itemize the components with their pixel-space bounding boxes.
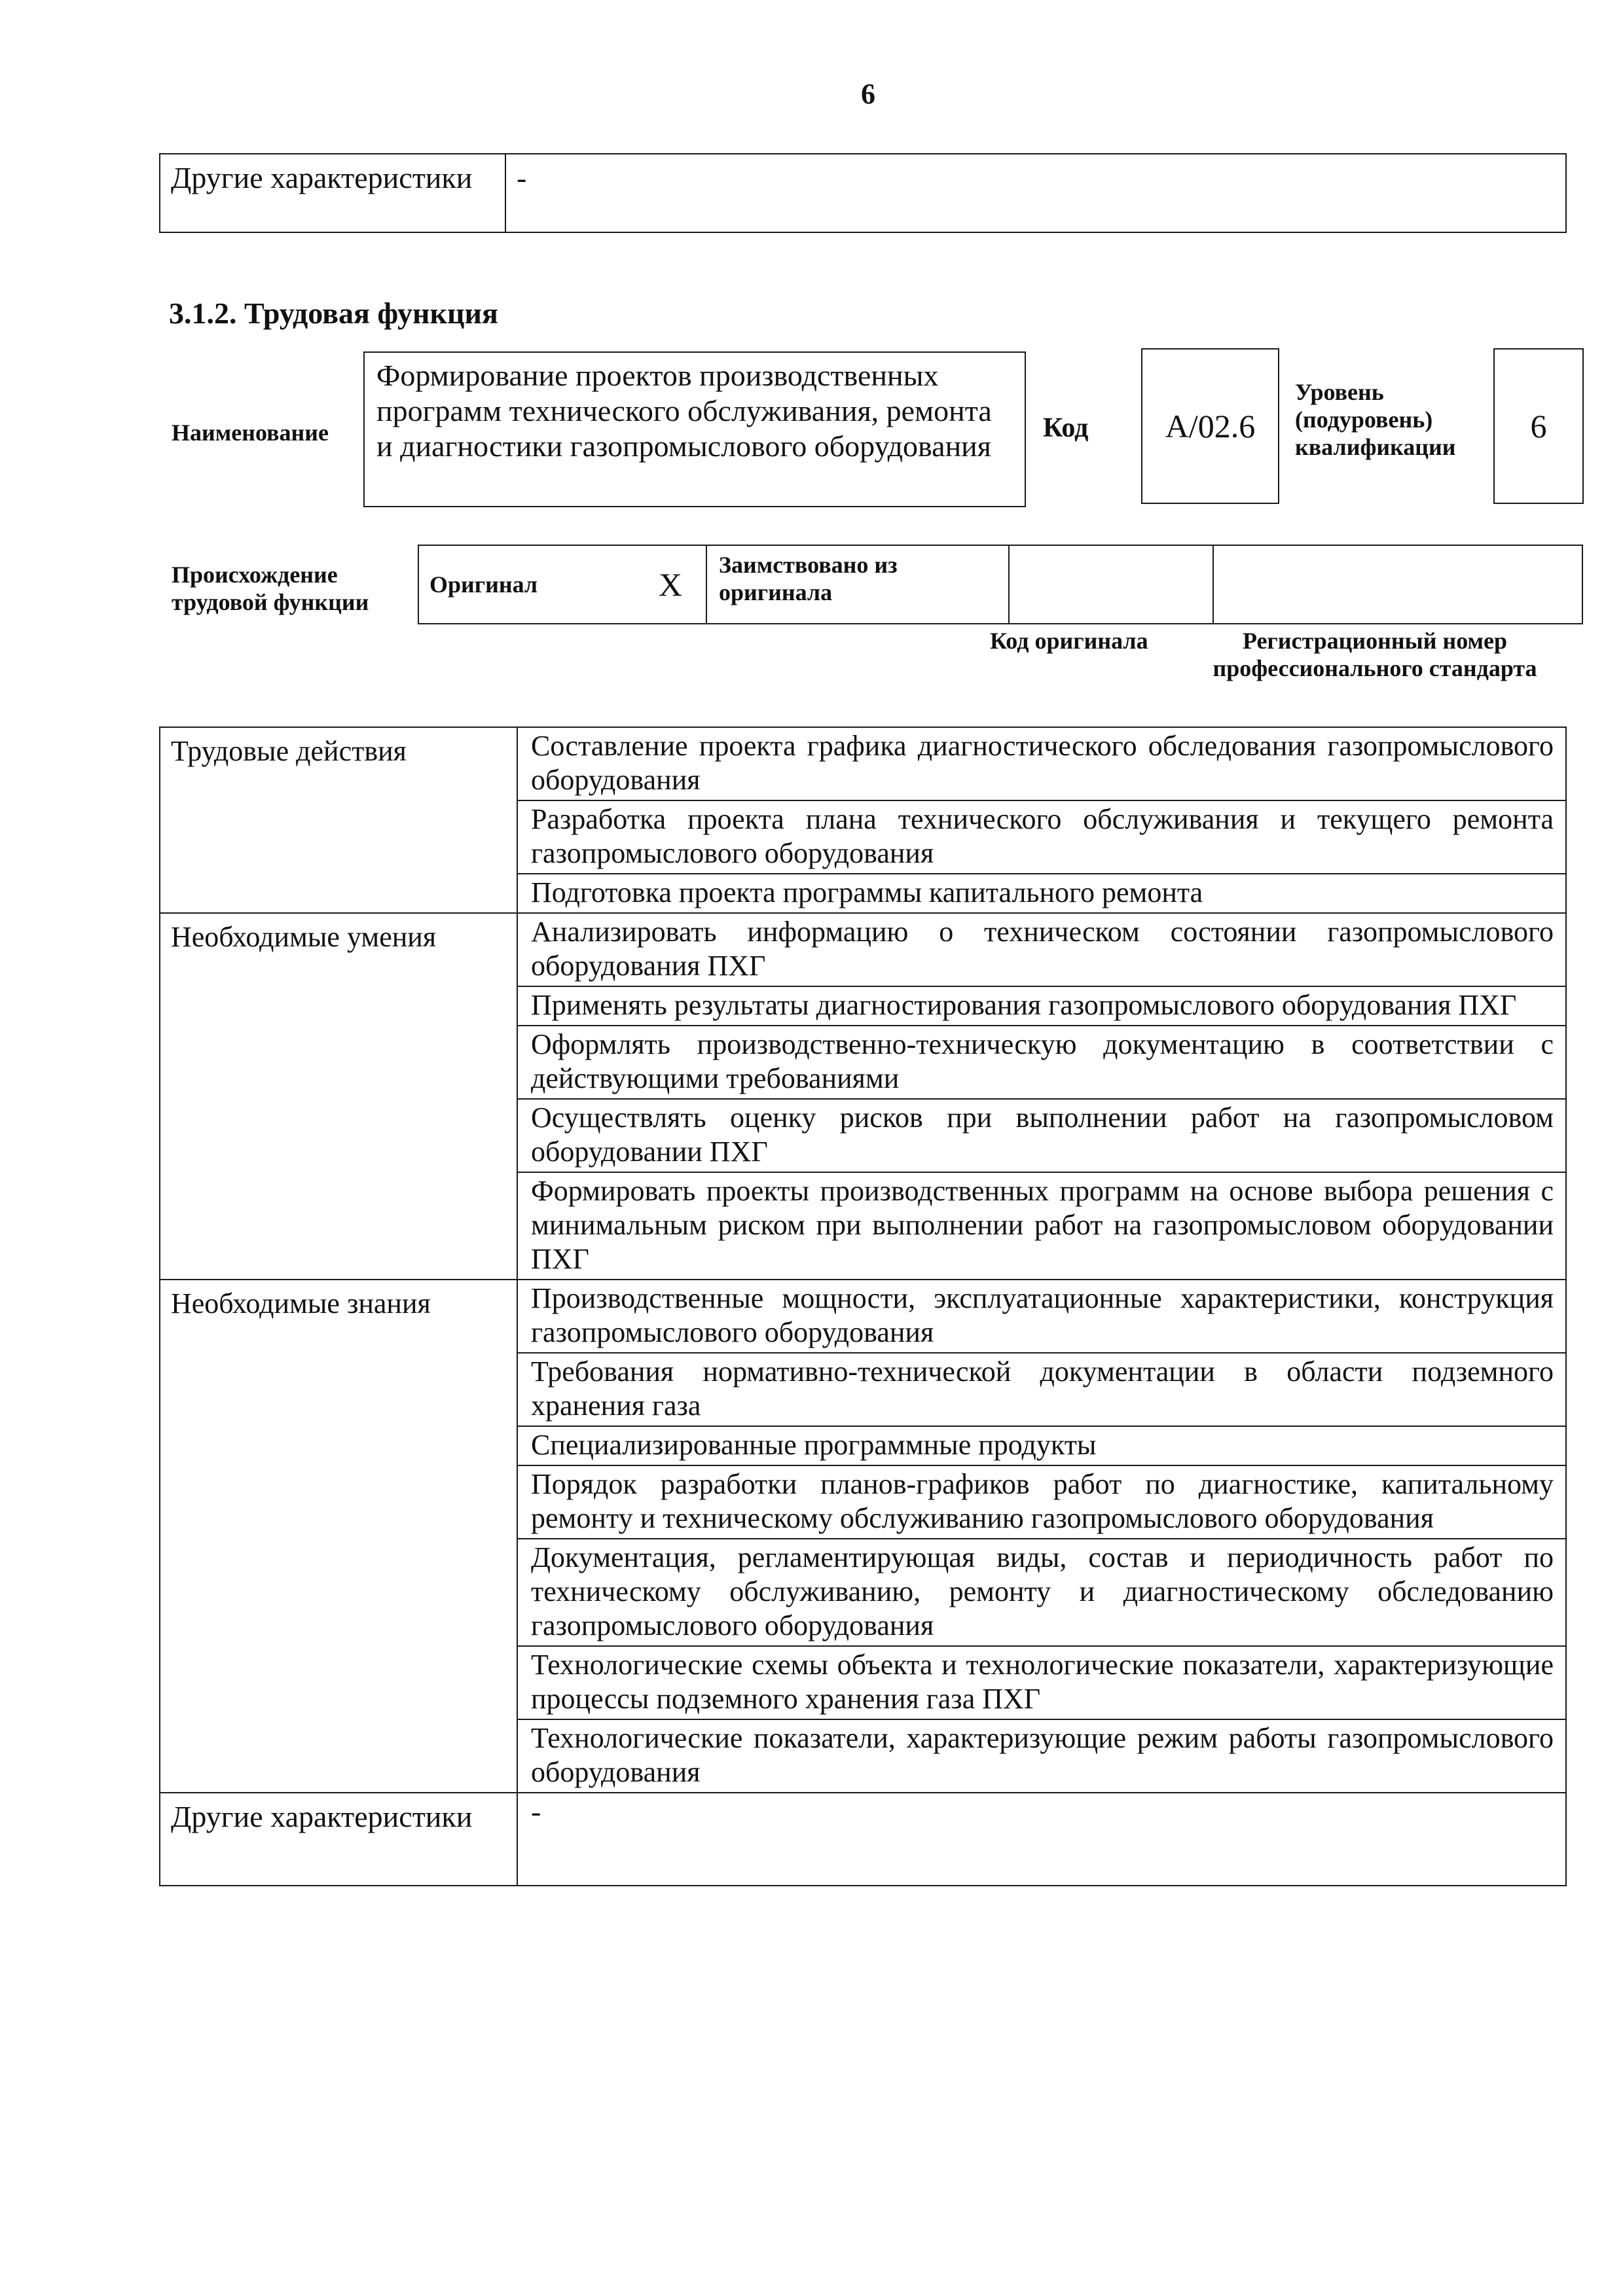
section-label: Необходимые знания — [160, 1280, 517, 1793]
top-other-value: - — [505, 154, 1566, 232]
section-label: Трудовые действия — [160, 727, 517, 913]
origin-reg-number-cell — [1213, 545, 1582, 624]
section-item: Технологические схемы объекта и технологические показатели, характеризующие процессы подземного хранения газа ПХГ — [517, 1646, 1566, 1719]
table-row — [160, 913, 1566, 986]
bottom-other-label: Другие характеристики — [160, 1793, 517, 1886]
section-item: Формировать проекты производственных программ на основе выбора решения с минимальным риском при выполнении работ на газопромысловом оборудовании ПХГ — [517, 1172, 1566, 1280]
origin-original-label: Оригинал — [429, 571, 538, 598]
origin-table — [418, 545, 1583, 624]
name-label: Наименование — [172, 420, 329, 446]
section-label: Необходимые умения — [160, 913, 517, 1280]
section-item: Осуществлять оценку рисков при выполнении работ на газопромысловом оборудовании ПХГ — [517, 1099, 1566, 1172]
origin-label: Происхождение трудовой функции — [172, 562, 369, 615]
labor-function-table — [159, 726, 1567, 1886]
section-item: Специализированные программные продукты — [517, 1426, 1566, 1465]
function-name-box: Формирование проектов производственных программ технического обслуживания, ремонта и диагностики газопромыслового оборудования — [363, 351, 1026, 507]
level-box: 6 — [1493, 348, 1584, 504]
table-row — [160, 727, 1566, 800]
origin-borrowed-cell: Заимствовано из оригинала — [706, 545, 1009, 624]
section-item: Технологические показатели, характеризующие режим работы газопромыслового оборудования — [517, 1719, 1566, 1793]
section-item: Требования нормативно-технической документации в области подземного хранения газа — [517, 1353, 1566, 1426]
bottom-other-row — [160, 1793, 1566, 1886]
section-item: Применять результаты диагностирования газопромыслового оборудования ПХГ — [517, 986, 1566, 1026]
page-number: 6 — [861, 78, 875, 110]
code-label: Код — [1043, 413, 1089, 443]
section-item: Разработка проекта плана технического обслуживания и текущего ремонта газопромыслового оборудования — [517, 800, 1566, 874]
section-item: Оформлять производственно-техническую документацию в соответствии с действующими требованиями — [517, 1026, 1566, 1099]
bottom-other-value: - — [517, 1793, 1566, 1886]
section-item: Составление проекта графика диагностического обследования газопромыслового оборудования — [517, 727, 1566, 800]
section-item: Производственные мощности, эксплуатационные характеристики, конструкция газопромыслового оборудования — [517, 1280, 1566, 1353]
level-label: Уровень (подуровень) квалификации — [1295, 379, 1456, 460]
section-item: Подготовка проекта программы капитального ремонта — [517, 874, 1566, 913]
origin-code-cell — [1009, 545, 1213, 624]
top-other-label: Другие характеристики — [160, 154, 505, 232]
original-code-caption: Код оригинала — [990, 628, 1148, 654]
top-other-characteristics-table — [159, 153, 1567, 233]
section-title: 3.1.2. Трудовая функция — [169, 296, 498, 330]
section-item: Анализировать информацию о техническом состоянии газопромыслового оборудования ПХГ — [517, 913, 1566, 986]
section-item: Документация, регламентирующая виды, состав и периодичность работ по техническому обслуживанию, ремонту и диагностическому обследованию газопромыслового оборудования — [517, 1539, 1566, 1646]
table-row — [160, 1280, 1566, 1353]
origin-original-cell — [418, 545, 706, 624]
origin-original-mark: Х — [658, 566, 682, 603]
section-item: Порядок разработки планов-графиков работ по диагностике, капитальному ремонту и техническому обслуживанию газопромыслового оборудования — [517, 1465, 1566, 1539]
function-code-box: А/02.6 — [1141, 348, 1279, 504]
reg-number-caption: Регистрационный номер профессионального стандарта — [1213, 628, 1537, 681]
